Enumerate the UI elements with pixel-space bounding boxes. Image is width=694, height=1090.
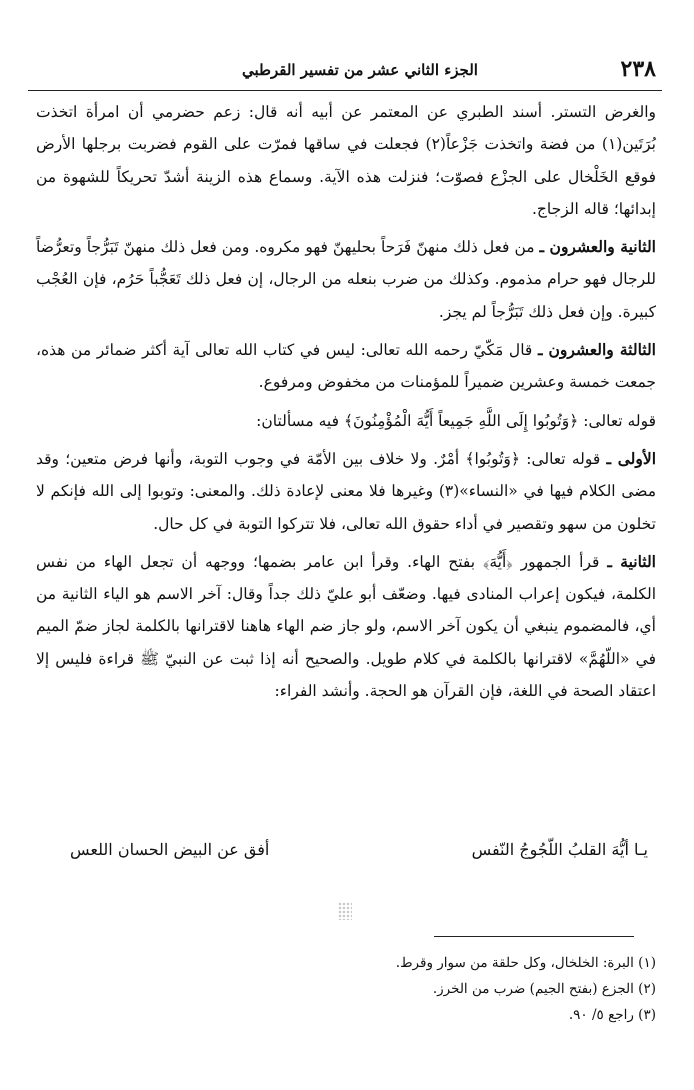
paragraph bbox=[36, 334, 656, 399]
paragraph-text: والغرض التستر. أسند الطبري عن المعتمر عن أبيه أنه قال: زعم حضرمي أن امرأة اتخذت بُرَتَين(١) من فضة واتخذت جَزْعاً(٢) فجعلت في ساقها فمرّت على القوم فضربت برجلها الأرض فوقع الخَلْخال على الجزْع فصوّت؛ فنزلت هذه الآية. وسماع هذه الزينة أشدّ تحريكاً للشهوة من إبدائها؛ قاله الزجاج. bbox=[36, 103, 656, 218]
paragraph bbox=[36, 231, 656, 328]
running-title: الجزء الثاني عشر من تفسير القرطبي bbox=[242, 61, 478, 79]
paragraph-text: قوله تعالى: ﴿وَتُوبُوا إِلَى اللَّهِ جَمِيعاً أَيُّهَ الْمُؤْمِنُونَ﴾ فيه مسألتان: bbox=[256, 411, 656, 430]
poetry-verse bbox=[70, 840, 648, 874]
ink-smudge bbox=[338, 902, 352, 920]
page-number: ٢٣٨ bbox=[620, 56, 656, 82]
issue-label: الثالثة والعشرون ـ bbox=[537, 340, 656, 360]
main-text bbox=[36, 96, 656, 713]
footnotes bbox=[36, 950, 656, 1028]
footnote: (١) البرة: الخلخال، وكل حلقة من سوار وقرط. bbox=[395, 955, 656, 971]
issue-label: الثانية ـ bbox=[607, 551, 656, 571]
issue-label: الأولى ـ bbox=[606, 448, 657, 468]
footnote: (٢) الجزع (بفتح الجيم) ضرب من الخرز. bbox=[432, 981, 656, 997]
verse-first-hemistich: يـا أيُّهَ القلبُ اللّجُوجُ النّفس bbox=[471, 840, 648, 859]
paragraph bbox=[36, 546, 656, 707]
paragraph bbox=[36, 96, 656, 225]
paragraph-text: قوله تعالى: ﴿وَتُوبُوا﴾ أمْرٌ. ولا خلاف بين الأمّة في وجوب التوبة، وأنها فرض متعين؛ وقد مضى الكلام فيها في «النساء»(٣) وغيرها فلا معنى لإعادة ذلك. والمعنى: وتوبوا إلى الله فإنكم لا تخلون من سهو وتقصير في أداء حقوق الله تعالى، فلا تتركوا التوبة في كل حال. bbox=[36, 449, 656, 533]
paragraph-text: قرأ الجمهور ﴿أَيُّهَ﴾ بفتح الهاء. وقرأ ابن عامر بضمها؛ ووجهه أن تجعل الهاء من نفس الكلمة، فيكون إعراب المنادى فيها. وضعّف أبو عليّ ذلك جداً وقال: آخر الاسم هو الياء الثانية من أي، فالمضموم ينبغي أن يكون آخر الاسم، ولو جاز ضم الهاء هاهنا لاقترانها بالكلمة لجاز ضمّ الميم في «اللّهُمَّ» لاقترانها بالكلمة في كلام طويل. والصحيح أنه إذا ثبت عن النبيّ ﷺ قراءة فليس إلا اعتقاد الصحة في اللغة، فإن القرآن هو الحجة. وأنشد الفراء: bbox=[36, 552, 656, 701]
paragraph-text: قال مَكّيّ رحمه الله تعالى: ليس في كتاب الله تعالى آية أكثر ضمائر من هذه، جمعت خمسة وعشرين ضميراً للمؤمنات من مخفوض ومرفوع. bbox=[36, 341, 656, 392]
footnote-divider bbox=[434, 936, 634, 937]
paragraph bbox=[36, 405, 656, 437]
paragraph bbox=[36, 443, 656, 540]
footnote: (٣) راجع ٥/ ٩٠. bbox=[568, 1007, 656, 1023]
paragraph-text: من فعل ذلك منهنّ فَرَحاً بحليهنّ فهو مكروه. ومن فعل ذلك منهنّ تَبَرُّجاً وتعرُّضاً للرجال فهو حرام مذموم. وكذلك من ضرب بنعله من الرجال، إن فعل ذلك تَعَجُّباً حَرُم، فإن العُجْب كبيرة. وإن فعل ذلك تَبَرُّجاً لم يجز. bbox=[36, 238, 656, 321]
issue-label: الثانية والعشرون ـ bbox=[539, 237, 656, 257]
verse-second-hemistich: أفق عن البيض الحسان اللعس bbox=[70, 840, 270, 859]
page-header bbox=[28, 52, 662, 91]
